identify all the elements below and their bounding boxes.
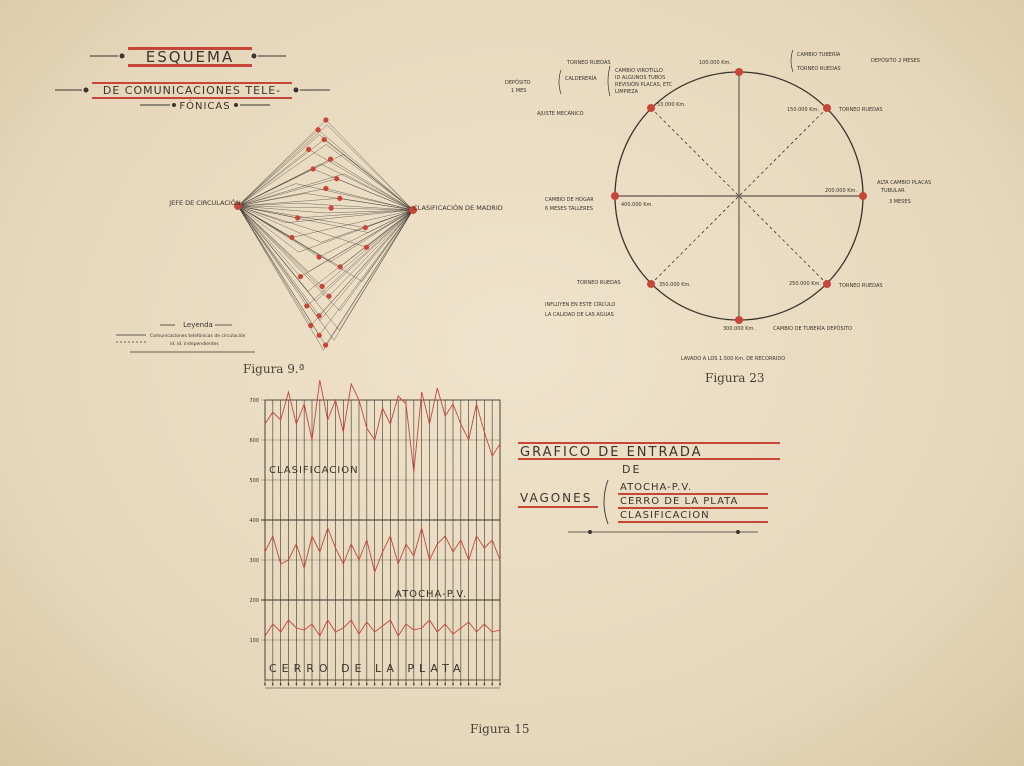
station-dot — [326, 294, 331, 299]
connection-line — [238, 206, 368, 233]
connection-line — [331, 159, 413, 210]
x-tick-mark — [366, 683, 368, 685]
x-tick-mark — [303, 683, 305, 685]
y-tick-label: 200 — [249, 598, 259, 604]
connection-line — [238, 130, 318, 206]
x-tick-mark — [397, 683, 399, 685]
legend-item-clasificacion: CLASIFICACION — [620, 510, 710, 521]
connection-line — [238, 193, 305, 206]
x-tick-mark — [468, 683, 470, 685]
fig15-title-3: VAGONES — [520, 491, 593, 505]
y-tick-label: 100 — [249, 638, 259, 644]
figure-15-caption: Figura 15 — [470, 722, 530, 736]
station-dot — [304, 303, 309, 308]
alta-3: 3 MESES — [889, 199, 911, 205]
cambio-hogar-1: CAMBIO DE HOGAR — [545, 197, 594, 203]
km-200: 200.000 Km. — [824, 188, 857, 194]
figure-15-chart — [235, 380, 515, 710]
station-dot — [306, 147, 311, 152]
station-dot — [323, 117, 328, 122]
torneo-top: TORNEO RUEDAS — [567, 60, 611, 66]
station-dot — [363, 225, 368, 230]
y-tick-label: 500 — [249, 478, 259, 484]
x-tick-mark — [429, 683, 431, 685]
series-label-clasificacion: CLASIFICACION — [269, 465, 359, 476]
left-node-label: JEFE DE CIRCULACIÓN — [169, 199, 241, 207]
x-tick-mark — [452, 683, 454, 685]
x-tick-mark — [319, 683, 321, 685]
x-tick-mark — [280, 683, 282, 685]
connection-line — [238, 169, 313, 206]
top-right-2: TORNEO RUEDAS — [797, 66, 841, 72]
connection-line — [238, 206, 299, 252]
station-dot — [328, 157, 333, 162]
influyen-1: INFLUYEN EN ESTE CÍRCULO — [545, 302, 616, 308]
km-100: 100.000 Km. — [698, 60, 731, 66]
x-tick-mark — [327, 683, 329, 685]
station-dot — [317, 333, 322, 338]
x-tick-mark — [358, 683, 360, 685]
x-tick-mark — [499, 683, 501, 685]
cal-item-1: CAMBIO VIROTILLO — [615, 68, 663, 74]
legend-item-cerro: CERRO DE LA PLATA — [620, 496, 739, 507]
x-tick-mark — [436, 683, 438, 685]
connection-line — [337, 179, 413, 210]
right-node-label: CLASIFICACIÓN DE MADRID — [413, 204, 503, 212]
y-axis-ticks — [249, 398, 500, 685]
figure-23-diagram — [505, 0, 975, 380]
connection-line — [238, 144, 326, 206]
station-dot — [317, 313, 322, 318]
connection-line — [300, 210, 413, 277]
deposito-left-2: 1 MES — [511, 88, 527, 94]
station-dot — [323, 343, 328, 348]
chart-grid — [261, 400, 500, 688]
station-dot — [322, 137, 327, 142]
fig9-title-3: FÓNICAS — [179, 101, 231, 112]
station-dot — [289, 235, 294, 240]
x-tick-mark — [311, 683, 313, 685]
x-tick-mark — [288, 683, 290, 685]
x-tick-mark — [483, 683, 485, 685]
cambio-hogar-2: 6 MESES TALLERES — [545, 206, 593, 212]
connection-line — [238, 120, 326, 206]
series-label-atocha: ATOCHA-P.V. — [395, 589, 468, 600]
station-dot — [323, 186, 328, 191]
connection-line — [238, 184, 296, 206]
station-dot — [298, 274, 303, 279]
connection-lines — [238, 120, 413, 350]
alta-1: ALTA CAMBIO PLACAS — [877, 180, 932, 186]
x-tick-mark — [335, 683, 337, 685]
station-dot — [320, 284, 325, 289]
alta-2: TUBULAR — [881, 188, 905, 194]
station-dot — [311, 166, 316, 171]
x-tick-mark — [382, 683, 384, 685]
y-tick-label: 600 — [249, 438, 259, 444]
x-tick-mark — [405, 683, 407, 685]
station-dot — [338, 264, 343, 269]
connection-line — [318, 130, 413, 210]
figure-23-caption: Figura 23 — [705, 371, 765, 385]
connection-line — [329, 210, 413, 296]
km-150: 150.000 Km. — [786, 107, 819, 113]
x-tick-mark — [421, 683, 423, 685]
lavado: LAVADO A LOS 1.500 Km. DE RECORRIDO — [680, 356, 786, 362]
station-dot — [334, 176, 339, 181]
deposito-top: DEPÓSITO 2 MESES — [871, 58, 920, 64]
station-dot — [315, 127, 320, 132]
influyen-2: LA CALIDAD DE LAS AGUAS — [545, 312, 614, 318]
connection-line — [298, 203, 413, 210]
connection-line — [323, 210, 413, 350]
cal-item-4: LIMPIEZA — [615, 89, 639, 95]
cambio-bottom: CAMBIO DE TUBERÍA DEPÓSITO — [773, 326, 853, 332]
x-tick-mark — [413, 683, 415, 685]
km-250: 250.000 Km. — [788, 281, 821, 287]
figure-9-diagram — [0, 0, 520, 380]
station-dots — [289, 117, 369, 347]
legend-line-1: Comunicaciones telefónicas de circulación — [150, 334, 246, 339]
x-tick-mark — [342, 683, 344, 685]
fig9-title-2: DE COMUNICACIONES TELE- — [102, 84, 282, 97]
torneo-lower-left: TORNEO RUEDAS — [577, 280, 621, 286]
km-300: 300.000 Km. — [722, 326, 756, 332]
series-label-cerro: CERRO DE LA PLATA — [269, 662, 466, 675]
figure-15-title-block — [490, 430, 790, 540]
connection-line — [238, 149, 309, 206]
station-dot — [295, 215, 300, 220]
x-tick-mark — [264, 683, 266, 685]
connection-line — [331, 208, 413, 210]
connection-line — [308, 210, 413, 291]
legend-item-atocha: ATOCHA-P.V. — [620, 482, 693, 493]
x-tick-mark — [444, 683, 446, 685]
x-tick-mark — [350, 683, 352, 685]
km-350: 350.000 Km. — [659, 282, 692, 288]
y-tick-label: 400 — [249, 518, 259, 524]
legend-line-2: id. id. independientes — [170, 342, 219, 347]
connection-line — [238, 206, 311, 326]
x-tick-mark — [491, 683, 493, 685]
station-dot — [337, 196, 342, 201]
connection-line — [321, 164, 413, 210]
connection-line — [334, 210, 413, 340]
station-dot — [316, 254, 321, 259]
top-right-1: CAMBIO TUBERÍA — [797, 52, 841, 58]
torneo-upper-right: TORNEO RUEDAS — [839, 107, 883, 113]
connection-line — [286, 210, 413, 223]
fig15-title-1: GRAFICO DE ENTRADA — [520, 445, 703, 460]
connection-line — [343, 154, 413, 210]
x-tick-mark — [476, 683, 478, 685]
fig9-title-1: ESQUEMA — [145, 48, 235, 66]
km-400: 400.000 Km. — [621, 202, 654, 208]
connection-line — [311, 210, 413, 326]
cal-item-3: REVISIÓN PLACAS, ETC — [615, 82, 673, 88]
connection-line — [238, 206, 319, 257]
station-dot — [364, 245, 369, 250]
connection-line — [307, 210, 413, 306]
fig15-title-2: DE — [622, 463, 642, 476]
y-tick-label: 300 — [249, 558, 259, 564]
y-tick-label: 700 — [249, 398, 259, 404]
caldereria: CALDERERÍA — [565, 76, 597, 82]
connection-line — [238, 206, 319, 316]
legend-title: Leyenda — [183, 321, 213, 329]
x-tick-mark — [460, 683, 462, 685]
connection-line — [238, 206, 334, 340]
ajuste-mecanico: AJUSTE MECÁNICO — [537, 111, 584, 117]
station-dot — [329, 205, 334, 210]
cal-item-2: ID ALGUNOS TUBOS — [615, 75, 666, 81]
torneo-lower-right: TORNEO RUEDAS — [839, 283, 883, 289]
km-53: 53.000 Km. — [657, 102, 686, 108]
connection-line — [316, 210, 413, 301]
connection-line — [238, 206, 339, 330]
connection-line — [238, 140, 324, 206]
deposito-left-1: DEPÓSITO — [505, 80, 531, 86]
x-tick-mark — [272, 683, 274, 685]
x-tick-mark — [389, 683, 391, 685]
x-tick-mark — [374, 683, 376, 685]
x-tick-mark — [295, 683, 297, 685]
figure-9-caption: Figura 9.ª — [243, 362, 305, 376]
connection-line — [238, 135, 319, 206]
station-dot — [308, 323, 313, 328]
